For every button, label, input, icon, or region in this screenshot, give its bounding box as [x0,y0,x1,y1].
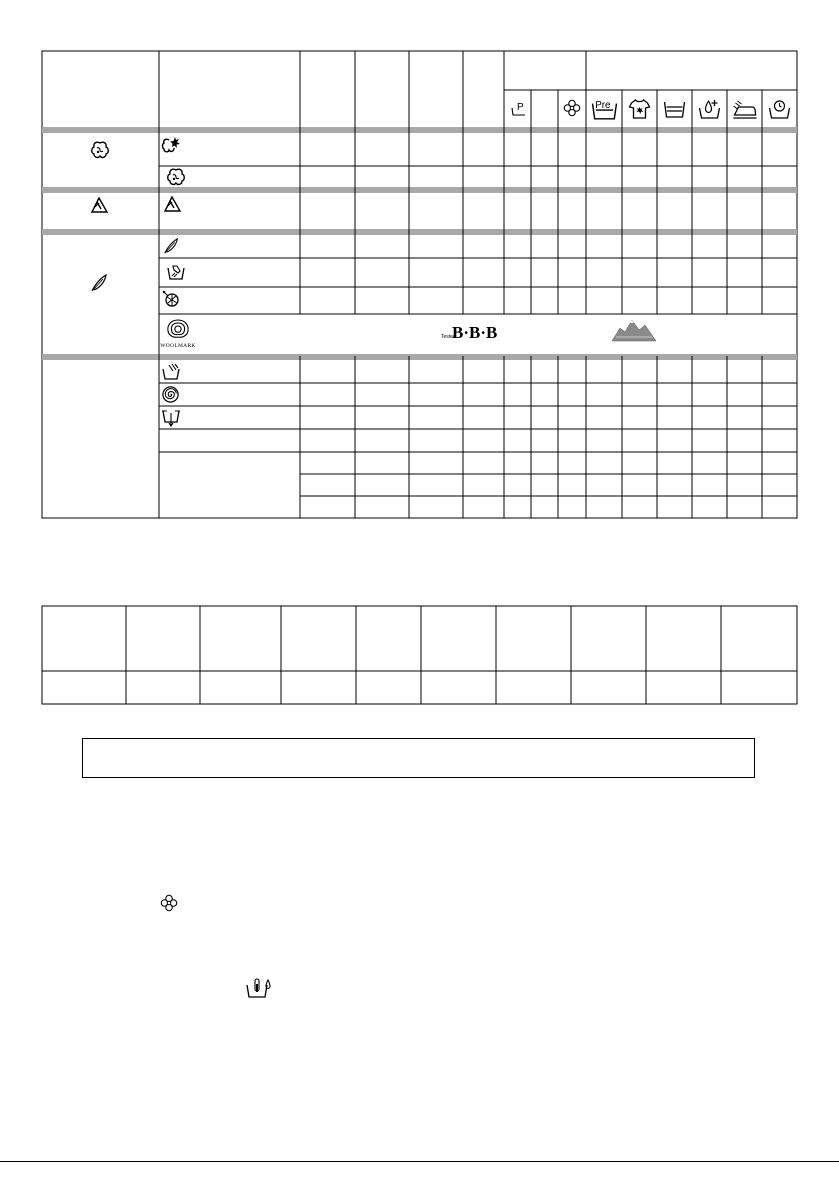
svg-text:Tested: Tested [441,334,456,340]
cotton-small-icon [166,167,186,187]
page-bottom-rule [0,1161,839,1162]
woolmark-text: WOOLMARK [160,343,196,349]
synthetic-icon [89,195,109,215]
timer-tub-icon [768,98,791,120]
program-table [0,0,839,530]
legend-item-flower [160,894,178,912]
flower-icon [160,894,178,912]
shirt-stain-icon [628,98,651,120]
bbb-logo [441,321,505,346]
svg-text:B·B·B: B·B·B [452,323,498,341]
legend-item-thermo [246,977,272,999]
prewash-icon [591,97,618,121]
flower-icon [563,99,581,117]
wash-tub-icon [663,98,686,120]
spin-icon [161,385,180,404]
cotton-stain-icon [161,135,181,155]
feather-row-icon [162,237,180,255]
easy-iron-icon [731,100,758,120]
note-box [82,738,755,778]
mountain-logo [612,318,656,347]
drain-icon [161,408,181,428]
feather-icon [89,273,109,293]
handwash-icon [166,262,186,282]
thermo-drop-tub-icon [246,977,272,999]
cotton-icon [90,140,110,160]
group-separator-bands [42,127,797,360]
p-tub-icon [509,98,529,118]
spin-speed-table [0,600,839,710]
woolmark-logo [160,317,196,353]
synthetic-row-icon [162,194,182,214]
rinse-icon [161,362,181,382]
wool-ball-icon [161,289,181,309]
extra-rinse-icon [698,98,721,120]
